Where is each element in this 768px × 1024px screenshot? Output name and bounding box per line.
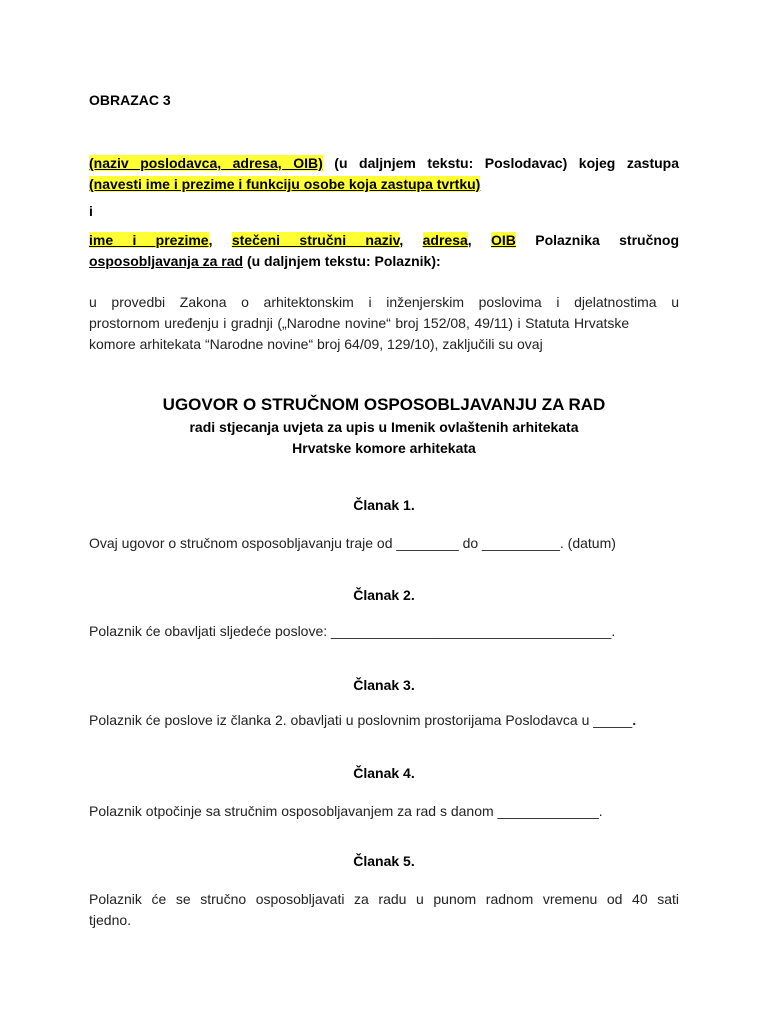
form-label: OBRAZAC 3	[89, 92, 171, 108]
article-2-heading: Članak 2.	[353, 587, 415, 603]
trainee-title: stečeni stručni naziv	[231, 232, 400, 248]
article-5-heading: Članak 5.	[353, 853, 415, 869]
article-1-text: Ovaj ugovor o stručnom osposobljavanju traje od ________ do __________. (datum)	[89, 535, 616, 551]
comma: ,	[467, 232, 492, 248]
trainee-label-cont: osposobljavanja za rad	[89, 253, 244, 269]
employer-placeholder: (naziv poslodavca, adresa, OIB)	[89, 155, 323, 171]
intro-line-1	[89, 153, 679, 174]
comma: ,	[208, 232, 213, 248]
article-2-text: Polaznik će obavljati sljedeće poslove: ____________________________________.	[89, 623, 616, 639]
trainee-line-2	[89, 251, 441, 272]
comma: ,	[399, 232, 404, 248]
employer-text: (u daljnjem tekstu: Poslodavac) kojeg zastupa	[322, 155, 679, 171]
article-3-body: Polaznik će poslove iz članka 2. obavljati u poslovnim prostorijama Poslodavca u _____	[89, 712, 633, 728]
preamble-line-1: u provedbi Zakona o arhitektonskim i inženjerskim poslovima i djelatnostima u	[89, 294, 679, 310]
preamble-line-3: komore arhitekata “Narodne novine“ broj 64/09, 129/10), zaključili su ovaj	[89, 336, 543, 352]
preamble-line-2: prostornom uređenju i gradnji („Narodne novine“ broj 152/08, 49/11) i Statuta Hrvatske	[89, 315, 630, 331]
contract-title: UGOVOR O STRUČNOM OSPOSOBLJAVANJU ZA RAD	[162, 395, 606, 414]
article-3-text	[89, 712, 679, 728]
article-5-text-line-2: tjedno.	[89, 912, 132, 928]
article-5-text-line-1: Polaznik će se stručno osposobljavati za radu u punom radnom vremenu od 40 sati	[89, 891, 679, 907]
contract-subtitle-1: radi stjecanja uvjeta za upis u Imenik ovlaštenih arhitekata	[189, 419, 579, 435]
article-4-text: Polaznik otpočinje sa stručnim osposobljavanjem za rad s danom _____________.	[89, 803, 603, 819]
intro-line-2	[89, 174, 480, 195]
trainee-label: Polaznika stručnog	[515, 232, 680, 248]
conjunction: i	[89, 203, 93, 219]
article-3-heading: Članak 3.	[353, 677, 415, 693]
contract-subtitle-2: Hrvatske komore arhitekata	[292, 440, 476, 456]
article-1-heading: Članak 1.	[353, 497, 415, 513]
representative-placeholder: (navesti ime i prezime i funkciju osobe koja zastupa tvrtku)	[89, 176, 481, 192]
article-3-end: .	[632, 712, 637, 728]
trainee-suffix: (u daljnjem tekstu: Polaznik):	[243, 253, 441, 269]
trainee-name: ime i prezime	[89, 232, 209, 248]
article-4-heading: Članak 4.	[353, 765, 415, 781]
trainee-address: adresa	[422, 232, 468, 248]
trainee-line-1	[89, 230, 679, 251]
trainee-oib: OIB	[491, 232, 516, 248]
